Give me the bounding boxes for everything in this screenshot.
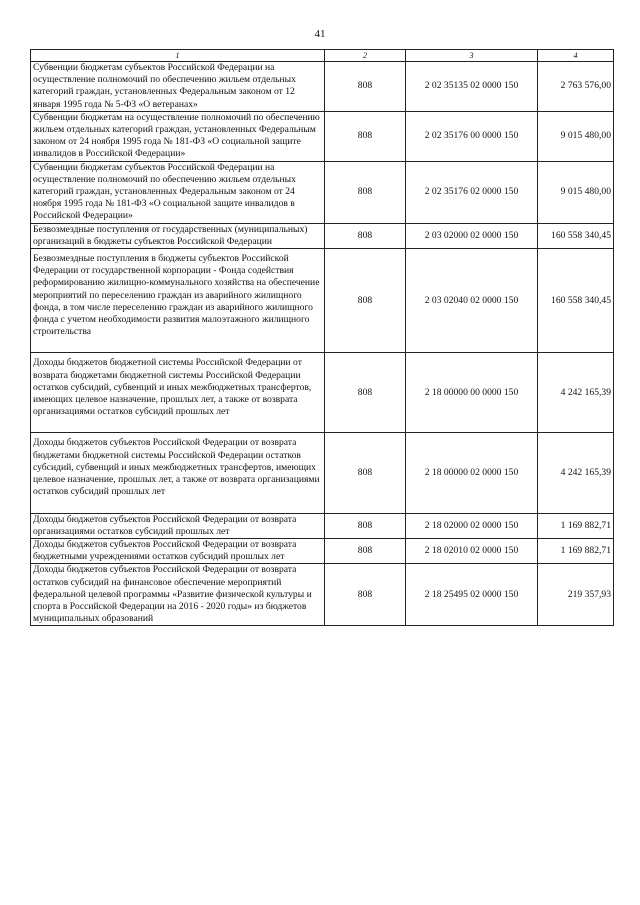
row-admin-code: 808	[325, 62, 406, 112]
row-admin-code: 808	[325, 249, 406, 353]
table-row	[31, 433, 614, 513]
table-row	[31, 111, 614, 161]
table-row	[31, 513, 614, 538]
row-revenue-code: 2 03 02040 02 0000 150	[406, 249, 538, 353]
row-sum: 9 015 480,00	[538, 111, 614, 161]
table-row	[31, 161, 614, 223]
row-admin-code: 808	[325, 538, 406, 563]
row-admin-code: 808	[325, 353, 406, 433]
column-header-1: 1	[31, 50, 325, 62]
row-sum: 4 242 165,39	[538, 353, 614, 433]
row-revenue-code: 2 18 25495 02 0000 150	[406, 564, 538, 626]
row-admin-code: 808	[325, 223, 406, 248]
row-sum: 1 169 882,71	[538, 538, 614, 563]
table-row	[31, 223, 614, 248]
row-sum: 160 558 340,45	[538, 223, 614, 248]
row-sum: 219 357,93	[538, 564, 614, 626]
row-revenue-code: 2 18 02010 02 0000 150	[406, 538, 538, 563]
row-sum: 2 763 576,00	[538, 62, 614, 112]
table-row	[31, 62, 614, 112]
row-sum: 4 242 165,39	[538, 433, 614, 513]
table-row	[31, 249, 614, 353]
table-row	[31, 538, 614, 563]
row-sum: 160 558 340,45	[538, 249, 614, 353]
column-header-2: 2	[325, 50, 406, 62]
column-header-3: 3	[406, 50, 538, 62]
row-admin-code: 808	[325, 564, 406, 626]
row-name: Доходы бюджетов субъектов Российской Федерации от возврата бюджетными учреждениями остатков субсидий прошлых лет	[31, 538, 325, 563]
row-revenue-code: 2 18 00000 00 0000 150	[406, 353, 538, 433]
row-revenue-code: 2 02 35176 02 0000 150	[406, 161, 538, 223]
row-admin-code: 808	[325, 161, 406, 223]
row-name: Безвозмездные поступления от государственных (муниципальных) организаций в бюджеты субъектов Российской Федерации	[31, 223, 325, 248]
table-row	[31, 564, 614, 626]
row-revenue-code: 2 02 35176 00 0000 150	[406, 111, 538, 161]
row-admin-code: 808	[325, 111, 406, 161]
row-name: Безвозмездные поступления в бюджеты субъектов Российской Федерации от государственной корпорации - Фонда содействия реформированию жилищно-коммунального хозяйства на обеспечение мероприятий по переселению граждан из аварийного жилищного фонда, в том числе переселению граждан из аварийного жилищного фонда с учетом необходимости развития малоэтажного жилищного строительства	[31, 249, 325, 353]
page-number: 41	[314, 28, 326, 40]
row-sum: 9 015 480,00	[538, 161, 614, 223]
row-revenue-code: 2 03 02000 02 0000 150	[406, 223, 538, 248]
row-admin-code: 808	[325, 513, 406, 538]
row-name: Субвенции бюджетам субъектов Российской Федерации на осуществление полномочий по обеспечению жильем отдельных категорий граждан, установленных Федеральным законом от 12 января 1995 года № 5-ФЗ «О ветеранах»	[31, 62, 325, 112]
row-name: Субвенции бюджетам на осуществление полномочий по обеспечению жильем отдельных категорий граждан, установленных Федеральным законом от 24 ноября 1995 года № 181-ФЗ «О социальной защите инвалидов в Российской Федерации»	[31, 111, 325, 161]
column-header-4: 4	[538, 50, 614, 62]
row-admin-code: 808	[325, 433, 406, 513]
row-name: Доходы бюджетов субъектов Российской Федерации от возврата остатков субсидий на финансовое обеспечение мероприятий федеральной целевой программы «Развитие физической культуры и спорта в Российской Федерации на 2016 - 2020 годы» из бюджетов муниципальных образований	[31, 564, 325, 626]
budget-revenue-table	[30, 49, 614, 626]
table-row	[31, 353, 614, 433]
row-name: Доходы бюджетов субъектов Российской Федерации от возврата бюджетами бюджетной системы Российской Федерации остатков субсидий, субвенций и иных межбюджетных трансфертов, имеющих целевое назначение, прошлых лет, а также от возврата организациями остатков субсидий прошлых лет	[31, 433, 325, 513]
row-revenue-code: 2 18 02000 02 0000 150	[406, 513, 538, 538]
row-name: Субвенции бюджетам субъектов Российской Федерации на осуществление полномочий по обеспечению жильем отдельных категорий граждан, установленных Федеральным законом от 24 ноября 1995 года № 181-ФЗ «О социальной защите инвалидов в Российской Федерации»	[31, 161, 325, 223]
column-number-row	[31, 50, 614, 62]
row-revenue-code: 2 02 35135 02 0000 150	[406, 62, 538, 112]
row-name: Доходы бюджетов бюджетной системы Российской Федерации от возврата бюджетами бюджетной системы Российской Федерации остатков субсидий, субвенций и иных межбюджетных трансфертов, имеющих целевое назначение, прошлых лет, а также от возврата организациями остатков субсидий прошлых лет	[31, 353, 325, 433]
row-revenue-code: 2 18 00000 02 0000 150	[406, 433, 538, 513]
row-name: Доходы бюджетов субъектов Российской Федерации от возврата организациями остатков субсидий прошлых лет	[31, 513, 325, 538]
row-sum: 1 169 882,71	[538, 513, 614, 538]
